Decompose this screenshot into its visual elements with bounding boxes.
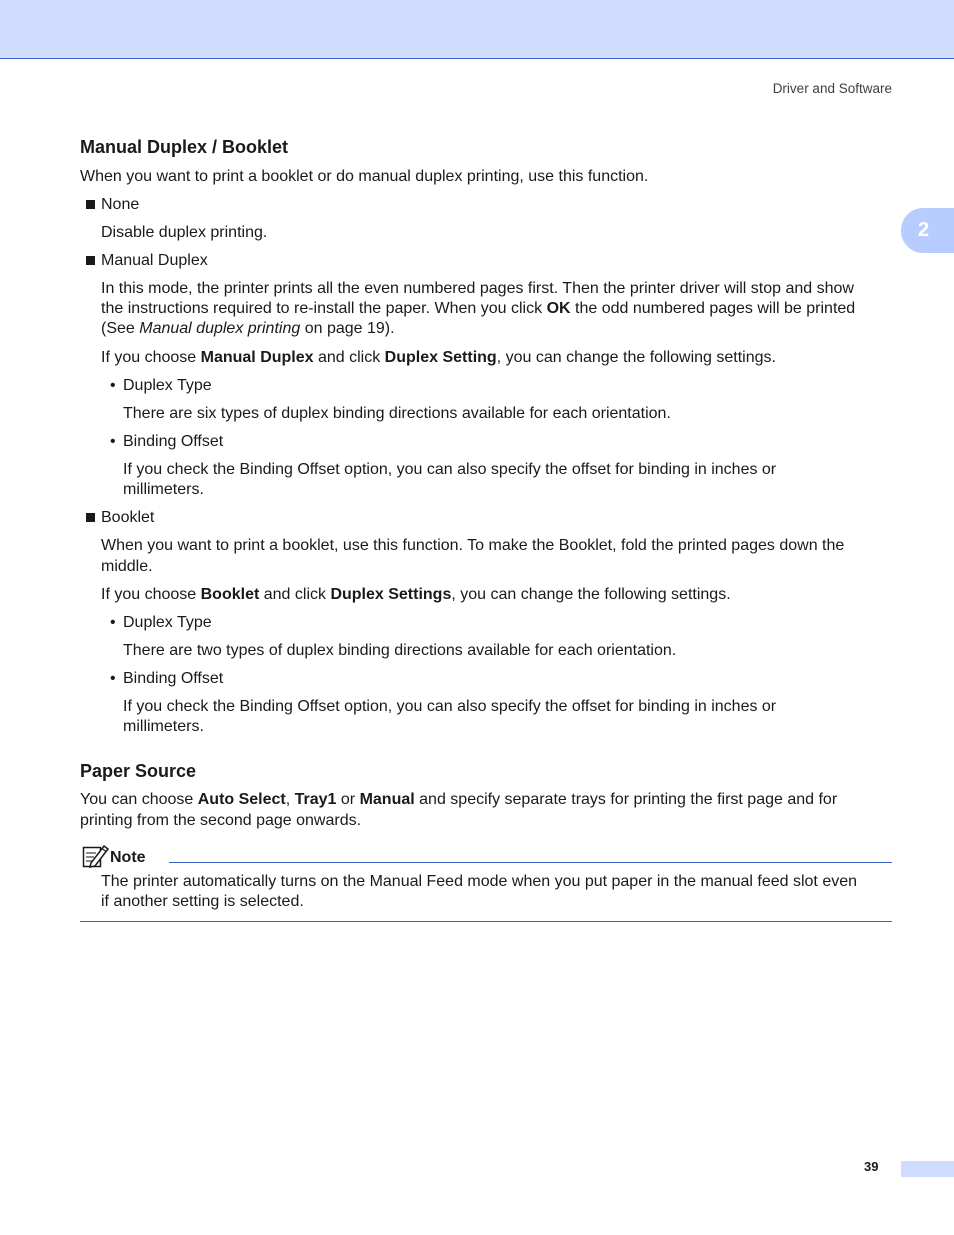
booklet-desc-line1: When you want to print a booklet, use this function. To make the Booklet, fold the printed pages down the	[101, 537, 845, 554]
dot-bullet-icon: •	[110, 433, 116, 450]
square-bullet-icon	[86, 513, 95, 522]
option-booklet-label: Booklet	[101, 509, 155, 526]
booklet-duplex-type-label: Duplex Type	[123, 614, 212, 631]
booklet-binding-offset-line2: millimeters.	[123, 718, 204, 735]
manual-duplex-choose: If you choose Manual Duplex and click Duplex Setting, you can change the following settings.	[101, 349, 776, 366]
note-header	[80, 843, 892, 865]
note-pencil-icon	[82, 843, 110, 869]
paper-source-line2: printing from the second page onwards.	[80, 812, 362, 829]
manual-duplex-type-desc: There are six types of duplex binding directions available for each orientation.	[123, 405, 671, 422]
manual-duplex-type-label: Duplex Type	[123, 377, 212, 394]
intro-paragraph: When you want to print a booklet or do manual duplex printing, use this function.	[80, 168, 649, 185]
header-band	[0, 0, 954, 59]
cross-reference: Manual duplex printing	[139, 320, 301, 337]
note-text-line2: if another setting is selected.	[101, 893, 304, 910]
note-text-line1: The printer automatically turns on the Manual Feed mode when you put paper in the manual feed slot even	[101, 873, 858, 890]
option-manual-duplex-label: Manual Duplex	[101, 252, 208, 269]
manual-binding-offset-label: Binding Offset	[123, 433, 224, 450]
manual-duplex-desc-line3: (See Manual duplex printing on page 19).	[101, 320, 395, 337]
running-header: Driver and Software	[772, 81, 892, 96]
page-number: 39	[864, 1159, 879, 1174]
section-title-paper-source: Paper Source	[80, 761, 197, 781]
note-label: Note	[110, 849, 146, 866]
chapter-tab: 2	[901, 208, 954, 253]
option-none-desc: Disable duplex printing.	[101, 224, 268, 241]
dot-bullet-icon: •	[110, 377, 116, 394]
square-bullet-icon	[86, 200, 95, 209]
manual-binding-offset-line1: If you check the Binding Offset option, you can also specify the offset for binding in inches or	[123, 461, 777, 478]
note-top-rule	[169, 862, 892, 863]
booklet-desc-line2: middle.	[101, 558, 153, 575]
booklet-binding-offset-label: Binding Offset	[123, 670, 224, 687]
booklet-binding-offset-line1: If you check the Binding Offset option, you can also specify the offset for binding in inches or	[123, 698, 777, 715]
dot-bullet-icon: •	[110, 614, 116, 631]
paper-source-line1: You can choose Auto Select, Tray1 or Manual and specify separate trays for printing the first page and for	[80, 791, 838, 808]
manual-duplex-desc-line2: the instructions required to re-install the paper. When you click OK the odd numbered pages will be printed	[101, 300, 856, 317]
manual-binding-offset-line2: millimeters.	[123, 481, 204, 498]
square-bullet-icon	[86, 256, 95, 265]
note-bottom-rule	[80, 921, 892, 922]
booklet-duplex-type-desc: There are two types of duplex binding directions available for each orientation.	[123, 642, 677, 659]
option-none-label: None	[101, 196, 140, 213]
manual-duplex-desc-line1: In this mode, the printer prints all the even numbered pages first. Then the printer driver will stop and show	[101, 280, 854, 297]
booklet-choose: If you choose Booklet and click Duplex Settings, you can change the following settings.	[101, 586, 731, 603]
dot-bullet-icon: •	[110, 670, 116, 687]
footer-bar	[901, 1161, 954, 1177]
section-title-manual-duplex: Manual Duplex / Booklet	[80, 137, 289, 157]
